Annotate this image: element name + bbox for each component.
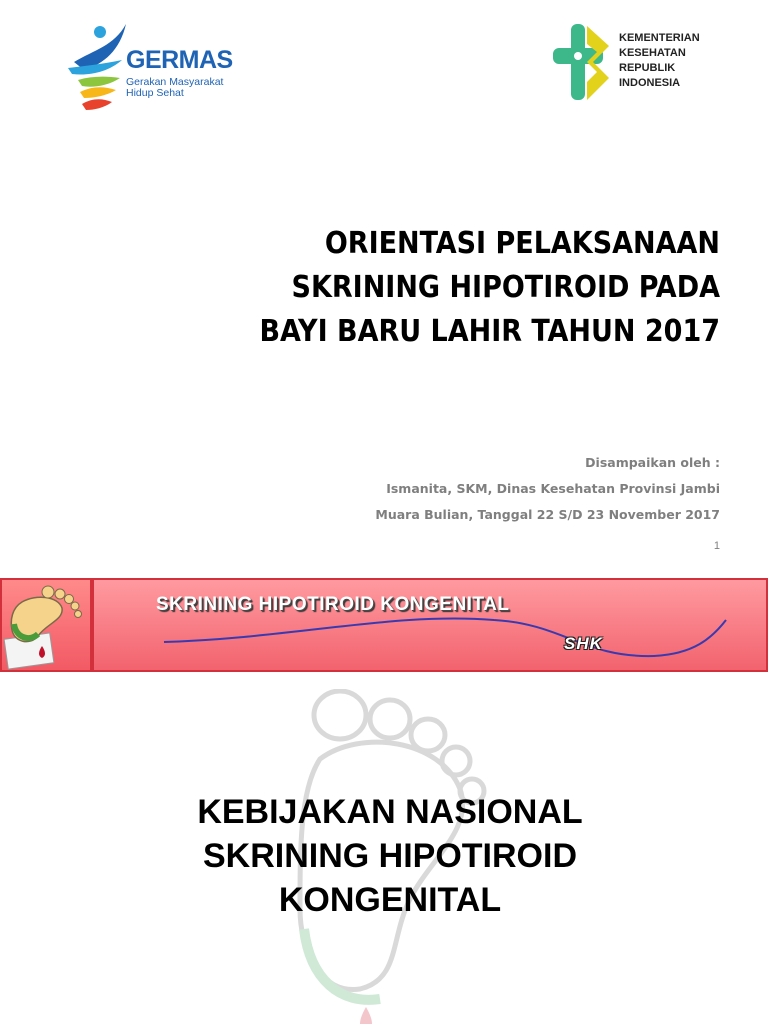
slide-2 — [0, 574, 768, 1024]
title-line: ORIENTASI PELAKSANAAN — [324, 226, 720, 261]
banner-swoosh-icon — [94, 580, 768, 674]
presenter-name: Ismanita, SKM, Dinas Kesehatan Provinsi Jambi — [386, 481, 720, 496]
foot-icon — [2, 580, 90, 670]
heading-line: SKRINING HIPOTIROID — [202, 837, 578, 875]
slide-2-heading — [120, 790, 660, 922]
germas-tagline: Gerakan Masyarakat Hidup Sehat — [126, 76, 224, 99]
shk-banner — [92, 578, 768, 672]
page-number: 1 — [713, 540, 720, 552]
banner-foot-box — [0, 578, 92, 672]
ministry-logo — [553, 22, 723, 106]
heading-line: KONGENITAL — [278, 881, 502, 919]
germas-name: GERMAS — [126, 46, 233, 74]
germas-logo — [64, 20, 234, 112]
heading-line: KEBIJAKAN NASIONAL — [197, 793, 583, 831]
presenter-info — [375, 450, 720, 528]
germas-figure-icon — [64, 20, 134, 112]
banner-tag: SHK — [564, 634, 603, 653]
presenter-place-date: Muara Bulian, Tanggal 22 S/D 23 November 2017 — [375, 507, 720, 522]
presenter-label: Disampaikan oleh : — [585, 455, 720, 470]
title-line: BAYI BARU LAHIR TAHUN 2017 — [259, 314, 720, 349]
banner-title: SKRINING HIPOTIROID KONGENITAL — [156, 594, 510, 615]
ministry-name: KEMENTERIAN KESEHATAN REPUBLIK INDONESIA — [619, 32, 700, 89]
title-line: SKRINING HIPOTIROID PADA — [291, 270, 720, 305]
ministry-cross-icon — [553, 22, 613, 102]
slide-title — [120, 222, 720, 354]
